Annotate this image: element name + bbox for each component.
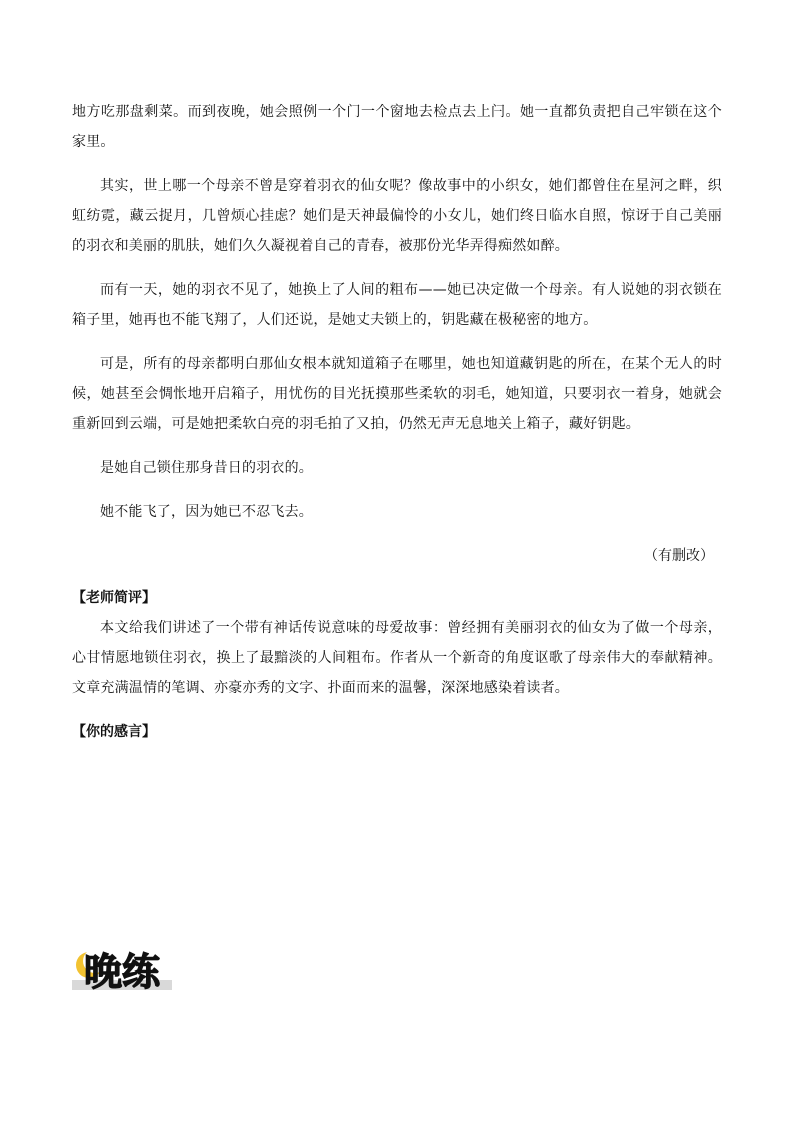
teacher-review-heading: 【老师简评】 bbox=[72, 590, 156, 606]
story-paragraph-4: 可是，所有的母亲都明白那仙女根本就知道箱子在哪里，她也知道藏钥匙的所在，在某个无人的时候，她甚至会惆怅地开启箱子，用忧伤的目光抚摸那些柔软的羽毛，她知道，只要羽衣一着身，她就会重新回到云端，可是她把柔软白亮的羽毛拍了又拍，仍然无声无息地关上箱子，藏好钥匙。 bbox=[72, 356, 722, 432]
evening-practice-logo bbox=[72, 940, 172, 996]
logo-text: 晚练 bbox=[84, 950, 161, 994]
your-thoughts-heading: 【你的感言】 bbox=[72, 724, 156, 740]
story-paragraph-5: 是她自己锁住那身昔日的羽衣的。 bbox=[100, 460, 313, 476]
teacher-review-text: 本文给我们讲述了一个带有神话传说意味的母爱故事：曾经拥有美丽羽衣的仙女为了做一个母亲，心甘情愿地锁住羽衣，换上了最黯淡的人间粗布。作者从一个新奇的角度讴歌了母亲伟大的奉献精神。文章充满温情的笔调、亦豪亦秀的文字、扑面而来的温馨，深深地感染着读者。 bbox=[72, 620, 722, 696]
logo-graphic bbox=[72, 940, 172, 996]
story-paragraph-2: 其实，世上哪一个母亲不曾是穿着羽衣的仙女呢？像故事中的小织女，她们都曾住在星河之畔，织虹纺霓，藏云捉月，几曾烦心挂虑？她们是天神最偏怜的小女儿，她们终日临水自照，惊讶于自己美丽的羽衣和美丽的肌肤，她们久久凝视着自己的青春，被那份光华弄得痴然如醉。 bbox=[72, 178, 722, 254]
story-paragraph-3: 而有一天，她的羽衣不见了，她换上了人间的粗布——她已决定做一个母亲。有人说她的羽衣锁在箱子里，她再也不能飞翔了，人们还说，是她丈夫锁上的，钥匙藏在极秘密的地方。 bbox=[72, 282, 722, 328]
source-note: （有删改） bbox=[644, 548, 714, 564]
article-body bbox=[72, 97, 722, 747]
story-paragraph-6: 她不能飞了，因为她已不忍飞去。 bbox=[100, 504, 313, 520]
story-paragraph-1: 地方吃那盘剩菜。而到夜晚，她会照例一个门一个窗地去检点去上闩。她一直都负责把自己牢锁在这个家里。 bbox=[72, 104, 722, 150]
